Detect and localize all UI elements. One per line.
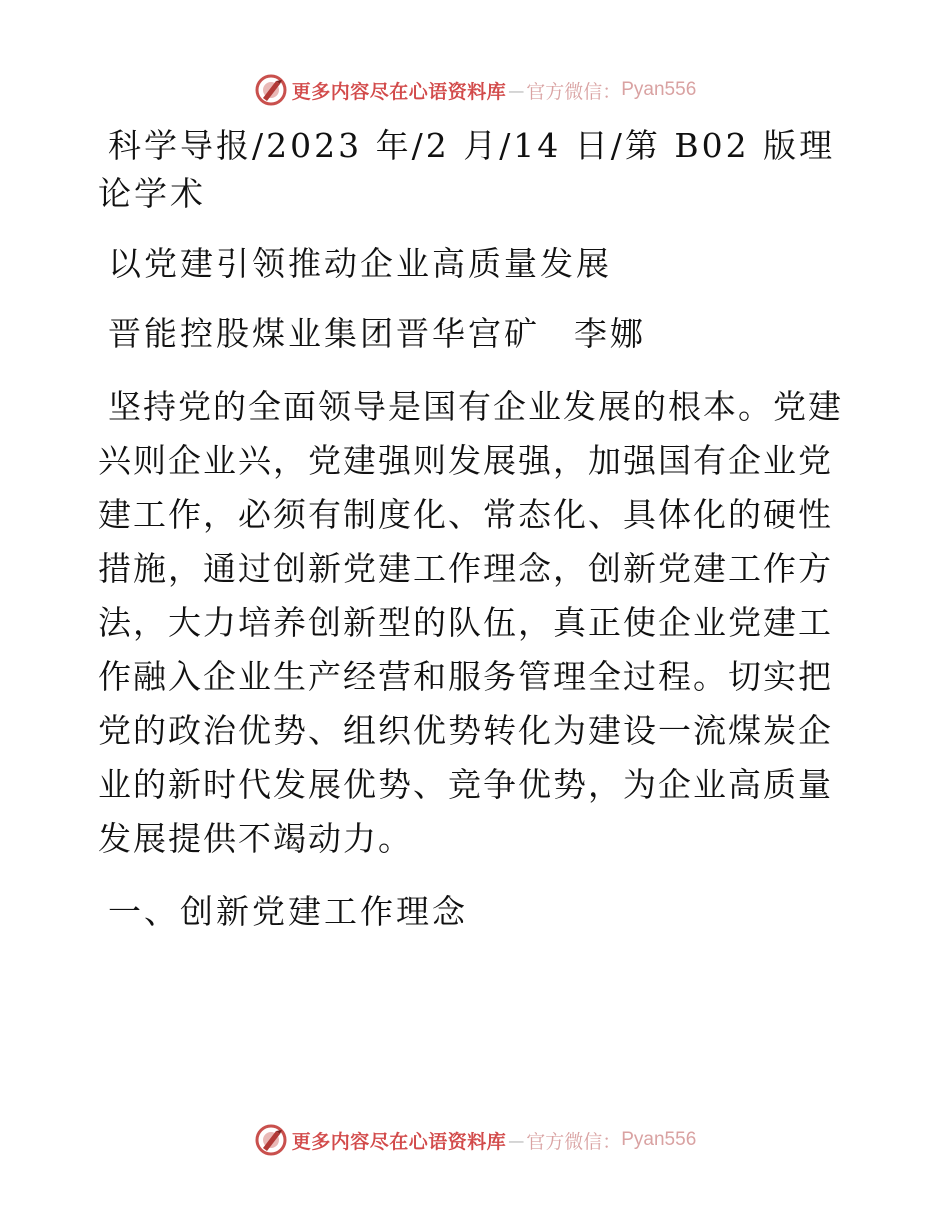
author-name: 李娜 bbox=[574, 314, 646, 353]
watermark-main-text: 更多内容尽在心语资料库 bbox=[291, 1130, 507, 1153]
section-heading: 一、创新党建工作理念 bbox=[108, 892, 468, 931]
watermark-contact-label: 官方微信： bbox=[526, 1130, 622, 1153]
seal-logo-icon bbox=[254, 73, 288, 107]
watermark-dash: — bbox=[508, 1130, 525, 1150]
watermark-contact-label: 官方微信： bbox=[526, 80, 622, 103]
byline bbox=[98, 310, 850, 358]
watermark-footer bbox=[0, 1120, 950, 1160]
seal-logo-icon bbox=[254, 1123, 288, 1157]
author-organization: 晋能控股煤业集团晋华宫矿 bbox=[108, 314, 540, 353]
article-body bbox=[98, 122, 850, 958]
watermark-main-text: 更多内容尽在心语资料库 bbox=[291, 80, 507, 103]
body-paragraph: 坚持党的全面领导是国有企业发展的根本。党建兴则企业兴，党建强则发展强，加强国有企业党建工作，必须有制度化、常态化、具体化的硬性措施，通过创新党建工作理念，创新党建工作方法，大力培养创新型的队伍，真正使企业党建工作融入企业生产经营和服务管理全过程。切实把党的政治优势、组织优势转化为建设一流煤炭企业的新时代发展优势、竞争优势，为企业高质量发展提供不竭动力。 bbox=[98, 387, 843, 858]
article-title: 以党建引领推动企业高质量发展 bbox=[108, 244, 612, 283]
watermark-contact-id: Pyan556 bbox=[621, 79, 697, 100]
watermark-header bbox=[0, 70, 950, 110]
watermark-contact-id: Pyan556 bbox=[621, 1129, 697, 1150]
watermark-dash: — bbox=[508, 80, 525, 100]
source-line: 科学导报/2023 年/2 月/14 日/第 B02 版理论学术 bbox=[98, 126, 836, 213]
